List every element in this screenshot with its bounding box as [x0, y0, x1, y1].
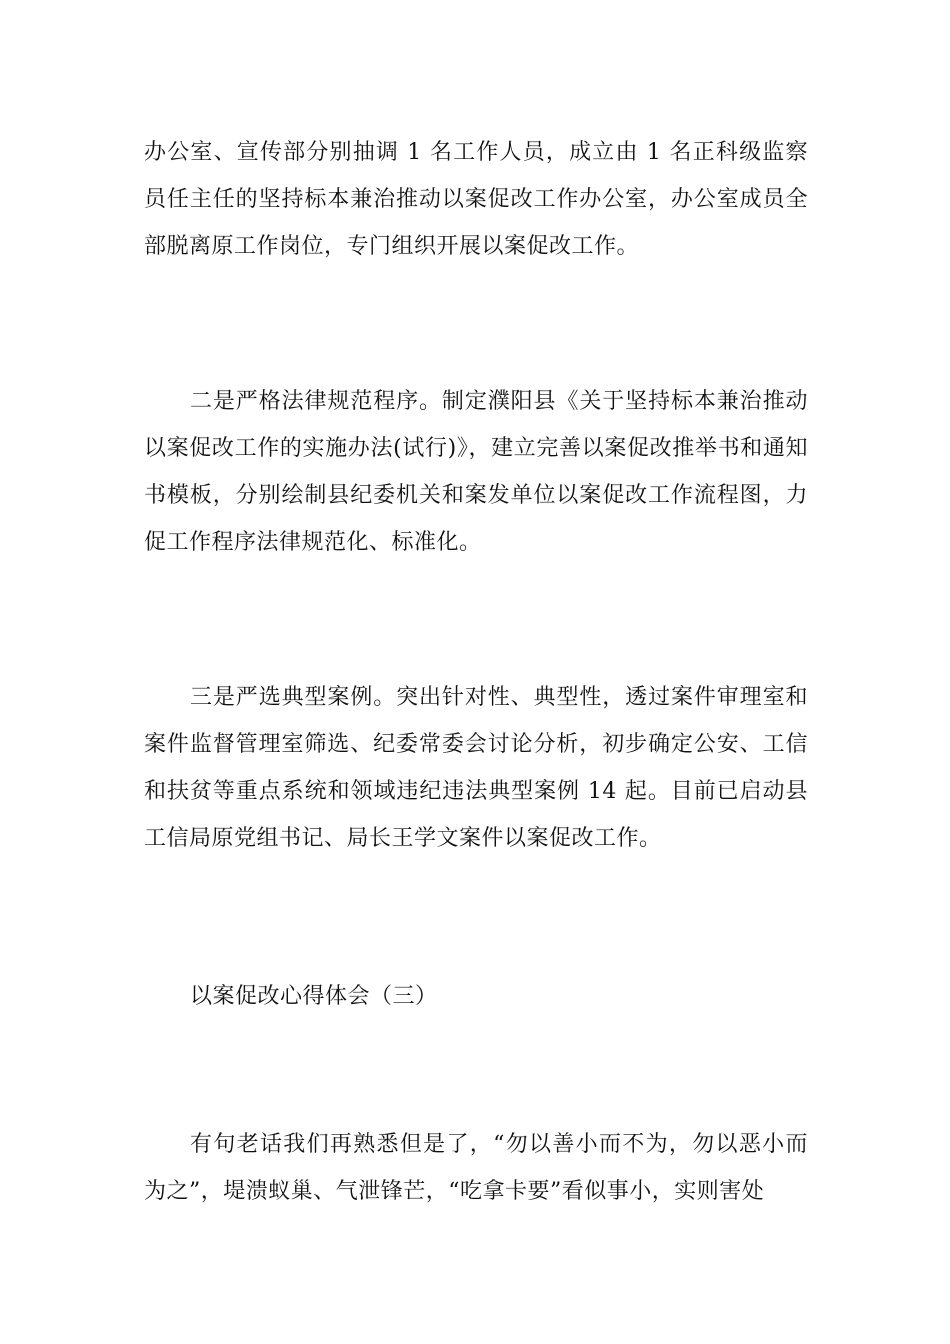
- paragraph-2: 二是严格法律规范程序。制定濮阳县《关于坚持标本兼治推动以案促改工作的实施办法(试行)》，建立完善以案促改推举书和通知书模板，分别绘制县纪委机关和案发单位以案促改工作流程图，力促工作程序法律规范化、标准化。: [144, 389, 808, 555]
- paragraph-4: 有句老话我们再熟悉但是了，“勿以善小而不为，勿以恶小而为之”，堤溃蚁巢、气泄锋芒，“吃拿卡要”看似事小，实则害处: [144, 1132, 808, 1204]
- section-heading: 以案促改心得体会（三）: [190, 984, 438, 1009]
- paragraph-3: 三是严选典型案例。突出针对性、典型性，透过案件审理室和案件监督管理室筛选、纪委常委会讨论分析，初步确定公安、工信和扶贫等重点系统和领域违纪违法典型案例 14 起。目前已启动县工信局原党组书记、局长王学文案件以案促改工作。: [144, 685, 808, 851]
- paragraph-1: 办公室、宣传部分别抽调 1 名工作人员，成立由 1 名正科级监察员任主任的坚持标本兼治推动以案促改工作办公室，办公室成员全部脱离原工作岗位，专门组织开展以案促改工作。: [144, 140, 808, 259]
